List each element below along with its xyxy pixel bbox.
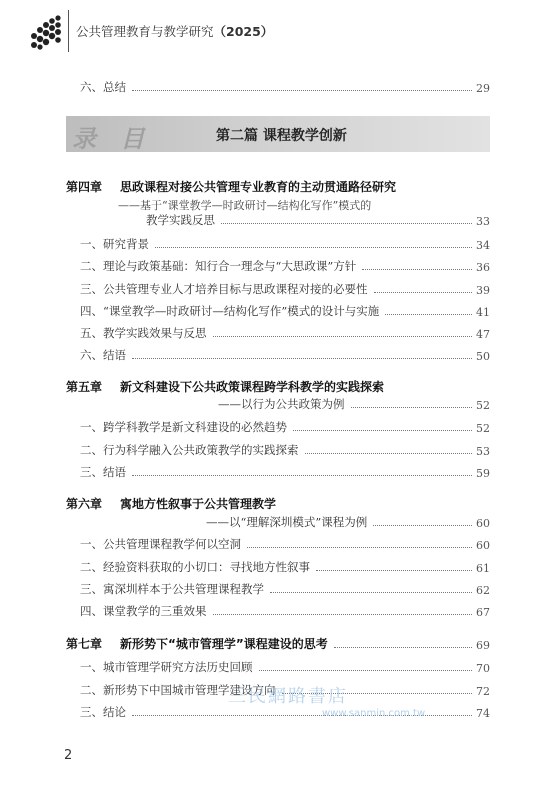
toc-entry-page: 62	[476, 584, 490, 597]
toc-entry-page: 34	[476, 239, 490, 252]
toc-entry-label: 五、教学实践效果与反思	[80, 326, 207, 340]
dot-leader	[373, 525, 472, 526]
chapter-title: 新文科建设下公共政策课程跨学科教学的实践探索	[120, 380, 385, 394]
dot-leader	[132, 358, 472, 359]
dot-leader	[351, 407, 473, 408]
toc-entry-page: 70	[476, 662, 490, 675]
toc-entry-label: 三、公共管理专业人才培养目标与思政课程对接的必要性	[80, 282, 368, 296]
toc-entry[interactable]	[80, 601, 490, 619]
toc-entry-page: 29	[476, 82, 490, 95]
toc-entry-label: 四、课堂教学的三重效果	[80, 604, 207, 618]
toc-entry-page: 52	[476, 422, 490, 435]
page-number: 2	[64, 748, 73, 763]
chapter-heading[interactable]	[66, 495, 506, 512]
toc-entry-label: 六、结语	[80, 348, 126, 362]
toc-entry[interactable]	[80, 234, 490, 252]
toc-entry-label: 二、行为科学融入公共政策教学的实践探索	[80, 443, 299, 457]
book-title: 公共管理教育与教学研究	[76, 24, 214, 39]
toc-entry[interactable]	[80, 657, 490, 675]
dot-leader	[385, 314, 472, 315]
toc-entry-page: 47	[476, 328, 490, 341]
dot-leader	[132, 475, 472, 476]
toc-entry-page: 33	[476, 215, 490, 228]
chapter-subtitle: ——基于“课堂教学—时政研讨—结构化写作”模式的	[118, 199, 372, 212]
dot-leader	[316, 570, 472, 571]
toc-entry-page: 50	[476, 350, 490, 363]
toc-entry[interactable]	[206, 512, 490, 530]
toc-entry[interactable]	[146, 210, 490, 228]
toc-entry-page: 39	[476, 284, 490, 297]
chapter-number: 第四章	[66, 180, 103, 194]
toc-entry[interactable]	[80, 256, 490, 274]
toc-entry-page: 53	[476, 445, 490, 458]
book-year: （2025）	[213, 24, 274, 39]
dot-leader	[334, 647, 472, 648]
toc-entry[interactable]	[218, 394, 490, 412]
toc-entry-page: 36	[476, 261, 490, 274]
toc-entry-label: 一、公共管理课程教学何以空洞	[80, 537, 241, 551]
chapter-heading[interactable]	[66, 634, 490, 652]
toc-entry-label: 六、总结	[80, 80, 126, 94]
toc-entry-page: 61	[476, 562, 490, 575]
toc-entry-label: 二、新形势下中国城市管理学建设方向	[80, 683, 276, 697]
dot-leader	[374, 292, 473, 293]
dot-leader	[270, 592, 472, 593]
toc-entry-page: 60	[476, 539, 490, 552]
dot-leader	[259, 670, 473, 671]
toc-entry[interactable]	[80, 345, 490, 363]
toc-entry-label: 四、“课堂教学—时政研讨—结构化写作”模式的设计与实施	[80, 304, 380, 318]
toc-entry-page: 52	[476, 399, 490, 412]
toc-entry-page: 60	[476, 517, 490, 530]
toc-entry[interactable]	[80, 279, 490, 297]
dot-leader	[247, 547, 472, 548]
watermark: 三民網路書店	[228, 686, 348, 707]
toc-entry-page: 67	[476, 606, 490, 619]
dot-leader	[362, 269, 472, 270]
dot-leader	[221, 223, 472, 224]
toc-entry[interactable]	[80, 462, 490, 480]
toc-entry-page: 72	[476, 685, 490, 698]
part-banner	[66, 116, 490, 152]
running-header-title	[76, 22, 273, 40]
toc-entry-label: 三、寓深圳样本于公共管理课程教学	[80, 582, 264, 596]
toc-entry-label: 二、理论与政策基础：知行合一理念与“大思政课”方针	[80, 259, 357, 273]
chapter-heading[interactable]	[66, 378, 506, 395]
toc-entry[interactable]	[80, 534, 490, 552]
watermark-url: www.sanmin.com.tw	[322, 708, 426, 719]
chapter-number: 第六章	[66, 497, 103, 511]
toc-entry-page: 59	[476, 467, 490, 480]
toc-entry-page: 69	[476, 639, 490, 652]
toc-entry[interactable]	[80, 440, 490, 458]
running-header	[0, 0, 542, 60]
dot-leader	[213, 336, 473, 337]
toc-entry[interactable]	[80, 579, 490, 597]
chapter-title: 新形势下“城市管理学”课程建设的思考	[120, 637, 328, 651]
chapter-subtitle: ——以行为公共政策为例	[218, 397, 345, 411]
toc-entry-page: 41	[476, 306, 490, 319]
dot-leader	[293, 430, 472, 431]
toc-entry-label: 一、跨学科教学是新文科建设的必然趋势	[80, 420, 287, 434]
dot-leader	[213, 614, 473, 615]
toc-entry[interactable]	[80, 417, 490, 435]
header-divider	[68, 10, 69, 52]
chapter-number: 第五章	[66, 380, 103, 394]
toc-entry-label: 一、研究背景	[80, 237, 149, 251]
banner-decoration: 录 目	[72, 124, 153, 153]
dot-leader	[155, 247, 472, 248]
toc-entry-label: 二、经验资料获取的小切口：寻找地方性叙事	[80, 560, 310, 574]
chapter-subtitle: ——以“理解深圳模式”课程为例	[206, 515, 368, 529]
toc-entry[interactable]	[80, 77, 490, 95]
toc-entry-label: 三、结语	[80, 465, 126, 479]
chapter-title: 思政课程对接公共管理专业教育的主动贯通路径研究	[120, 180, 397, 194]
toc-entry-label: 三、结论	[80, 705, 126, 719]
chapter-number: 第七章	[66, 637, 103, 651]
chapter-heading[interactable]	[66, 178, 506, 195]
toc-entry[interactable]	[80, 557, 490, 575]
toc-entry-page: 74	[476, 707, 490, 720]
chapter-title: 寓地方性叙事于公共管理教学	[120, 497, 277, 511]
chapter-subtitle: 教学实践反思	[146, 213, 215, 227]
dot-leader	[305, 453, 473, 454]
dot-leader	[132, 90, 472, 91]
dot-cluster-logo-icon	[28, 14, 64, 50]
toc-entry[interactable]	[80, 301, 490, 319]
part-title: 第二篇 课程教学创新	[216, 128, 347, 144]
toc-entry-label: 一、城市管理学研究方法历史回顾	[80, 660, 253, 674]
toc-entry[interactable]	[80, 323, 490, 341]
